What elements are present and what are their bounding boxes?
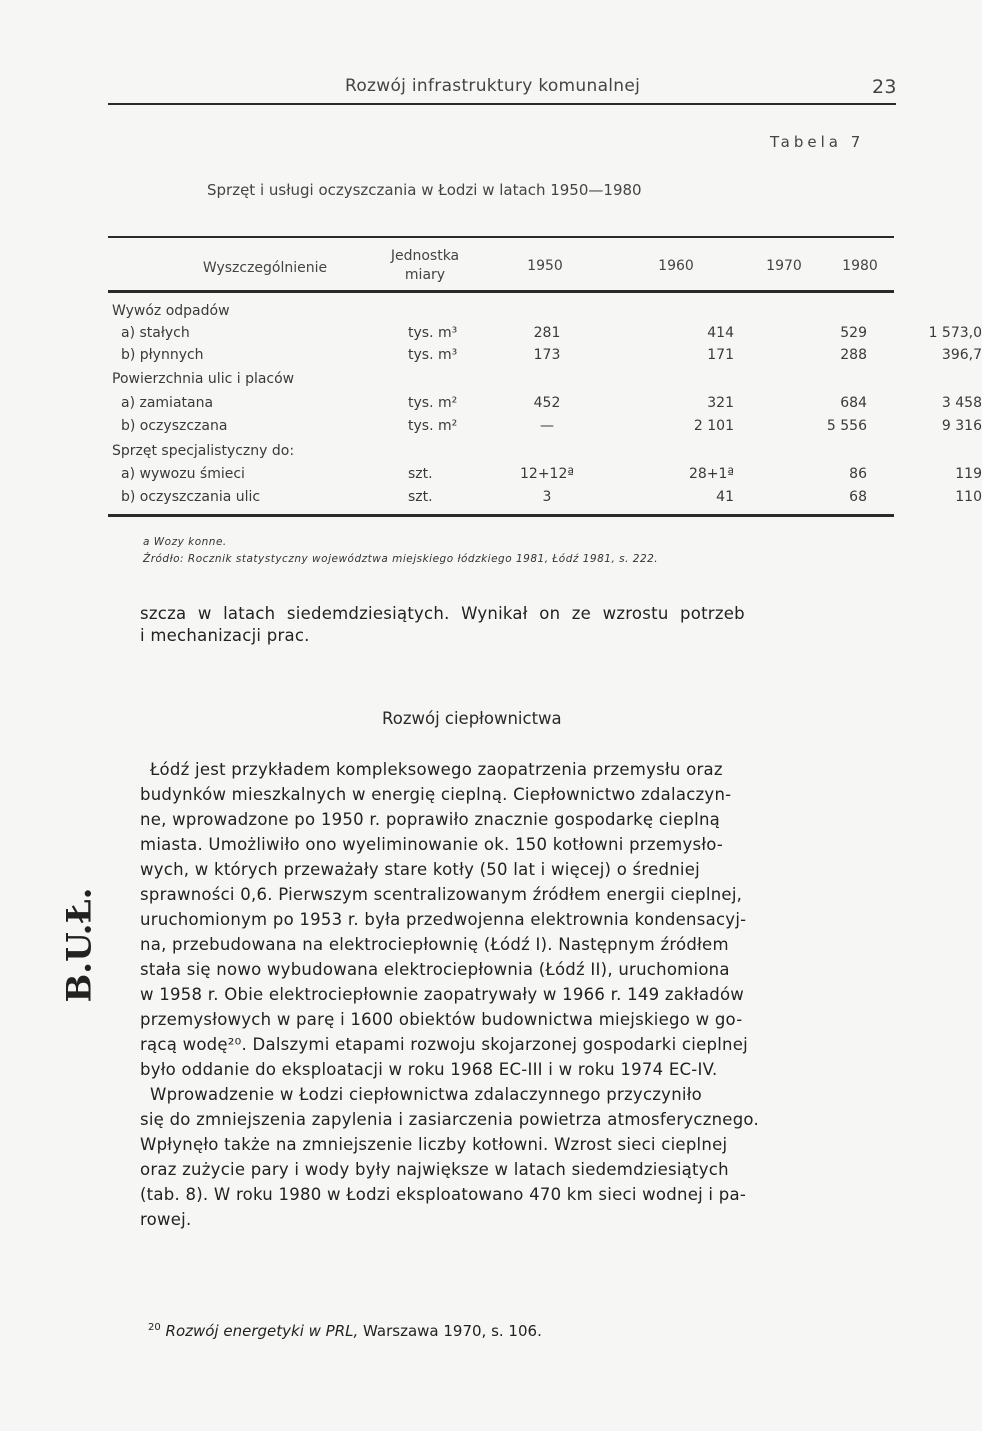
text-line: stała się nowo wybudowana elektrociepłownia (Łódź II), uruchomiona	[140, 960, 730, 979]
table-row	[112, 489, 982, 511]
text-line: miasta. Umożliwiło ono wyeliminowanie ok. 150 kotłowni przemysło-	[140, 835, 724, 854]
text-line: i mechanizacji prac.	[140, 626, 310, 645]
table-row	[112, 443, 892, 465]
col-header-unit	[360, 247, 490, 285]
table-row	[112, 418, 982, 440]
cell-1980: 110	[955, 489, 982, 505]
text-line: Łódź jest przykładem kompleksowego zaopatrzenia przemysłu oraz	[150, 760, 723, 779]
col-header-item: Wyszczególnienie	[202, 260, 328, 276]
col-header-unit-line1: Jednostka	[390, 248, 460, 264]
cell-1950: 173	[533, 347, 561, 363]
table-row	[112, 347, 982, 369]
table-row	[112, 303, 892, 325]
text-line: przemysłowych w parę i 1600 obiektów budownictwa miejskiego w go-	[140, 1010, 743, 1029]
cell-1980: 119	[955, 466, 982, 482]
row-label: b) oczyszczana	[121, 418, 228, 434]
text-line: się do zmniejszenia zapylenia i zasiarczenia powietrza atmosferycznego.	[140, 1110, 759, 1129]
text-line: uruchomionym po 1953 r. była przedwojenna elektrownia kondensacyj-	[140, 910, 747, 929]
footnote-rest: Warszawa 1970, s. 106.	[358, 1322, 542, 1340]
text-line: sprawności 0,6. Pierwszym scentralizowanym źródłem energii cieplnej,	[140, 885, 743, 904]
row-label: Wywóz odpadów	[112, 303, 230, 319]
row-label: Sprzęt specjalistyczny do:	[112, 443, 295, 459]
row-label: a) zamiatana	[121, 395, 214, 411]
cell-1960: 171	[707, 347, 734, 363]
page-number: 23	[872, 76, 897, 98]
row-label: b) oczyszczania ulic	[121, 489, 261, 505]
text-line: ne, wprowadzone po 1950 r. poprawiło znacznie gospodarkę cieplną	[140, 810, 721, 829]
footnote-title: Rozwój energetyki w PRL,	[165, 1322, 359, 1340]
col-header-unit-line2: miary	[404, 267, 446, 283]
row-unit: tys. m³	[408, 347, 458, 363]
running-title: Rozwój infrastruktury komunalnej	[345, 76, 641, 96]
row-unit: tys. m²	[408, 418, 458, 434]
cell-1950: 12+12ª	[520, 466, 574, 482]
col-header-1950: 1950	[527, 258, 563, 274]
cell-1960: 28+1ª	[688, 466, 734, 482]
table-bottom-rule	[108, 514, 894, 517]
footnote	[148, 1322, 542, 1340]
cell-1980: 3 458	[941, 395, 982, 411]
cell-1980: 1 573,0	[928, 325, 982, 341]
text-line: budynków mieszkalnych w energię cieplną. Ciepłownictwo zdalaczyn-	[140, 785, 732, 804]
row-unit: tys. m²	[408, 395, 458, 411]
table-source: Źródło: Rocznik statystyczny województwa miejskiego łódzkiego 1981, Łódź 1981, s. 222.	[143, 553, 659, 565]
section-title: Rozwój ciepłownictwa	[382, 709, 562, 728]
table-row	[112, 371, 892, 393]
table-row	[112, 395, 982, 417]
cell-1980: 9 316	[941, 418, 982, 434]
table-top-rule	[108, 236, 894, 238]
table-header-rule	[108, 290, 894, 293]
cell-1970: 86	[849, 466, 867, 482]
cell-1960: 321	[707, 395, 734, 411]
cell-1970: 529	[840, 325, 867, 341]
cell-1950: —	[540, 418, 554, 434]
cell-1950: 452	[533, 395, 561, 411]
text-line: szcza w latach siedemdziesiątych. Wynikał on ze wzrostu potrzeb	[140, 604, 745, 623]
cell-1970: 5 556	[826, 418, 867, 434]
cell-1960: 41	[716, 489, 734, 505]
row-unit: szt.	[408, 489, 433, 505]
cell-1950: 3	[542, 489, 552, 505]
cell-1970: 288	[840, 347, 867, 363]
text-line: było oddanie do eksploatacji w roku 1968 EC-III i w roku 1974 EC-IV.	[140, 1060, 718, 1079]
text-line: oraz zużycie pary i wody były największe w latach siedemdziesiątych	[140, 1160, 729, 1179]
cell-1950: 281	[533, 325, 561, 341]
text-line: Wpłynęło także na zmniejszenie liczby kotłowni. Wzrost sieci cieplnej	[140, 1135, 728, 1154]
cell-1980: 396,7	[941, 347, 982, 363]
col-header-1980: 1980	[842, 258, 878, 274]
row-unit: szt.	[408, 466, 433, 482]
text-line: na, przebudowana na elektrociepłownię (Łódź I). Następnym źródłem	[140, 935, 729, 954]
table-label: Tabela 7	[770, 133, 865, 151]
row-unit: tys. m³	[408, 325, 458, 341]
table-row	[112, 466, 982, 488]
header-rule	[108, 103, 896, 105]
col-header-1960: 1960	[658, 258, 694, 274]
library-stamp: B.U.Ł.	[59, 887, 100, 1003]
row-label: a) stałych	[121, 325, 190, 341]
text-line: rowej.	[140, 1210, 192, 1229]
table-row	[112, 325, 982, 347]
cell-1960: 2 101	[693, 418, 734, 434]
table-caption: Sprzęt i usługi oczyszczania w Łodzi w latach 1950—1980	[207, 181, 642, 199]
footnote-mark: 20	[148, 1322, 161, 1333]
cell-1960: 414	[707, 325, 734, 341]
cell-1970: 68	[849, 489, 867, 505]
text-line: (tab. 8). W roku 1980 w Łodzi eksploatowano 470 km sieci wodnej i pa-	[140, 1185, 747, 1204]
row-label: Powierzchnia ulic i placów	[112, 371, 295, 387]
row-label: b) płynnych	[121, 347, 204, 363]
text-line: Wprowadzenie w Łodzi ciepłownictwa zdalaczynnego przyczyniło	[150, 1085, 703, 1104]
text-line: wych, w których przeważały stare kotły (50 lat i więcej) o średniej	[140, 860, 700, 879]
table-note-a: a Wozy konne.	[143, 536, 227, 548]
text-line: w 1958 r. Obie elektrociepłownie zaopatrywały w 1966 r. 149 zakładów	[140, 985, 745, 1004]
col-header-1970: 1970	[766, 258, 802, 274]
cell-1970: 684	[840, 395, 867, 411]
text-line: rącą wodę²⁰. Dalszymi etapami rozwoju skojarzonej gospodarki cieplnej	[140, 1035, 748, 1054]
row-label: a) wywozu śmieci	[121, 466, 245, 482]
